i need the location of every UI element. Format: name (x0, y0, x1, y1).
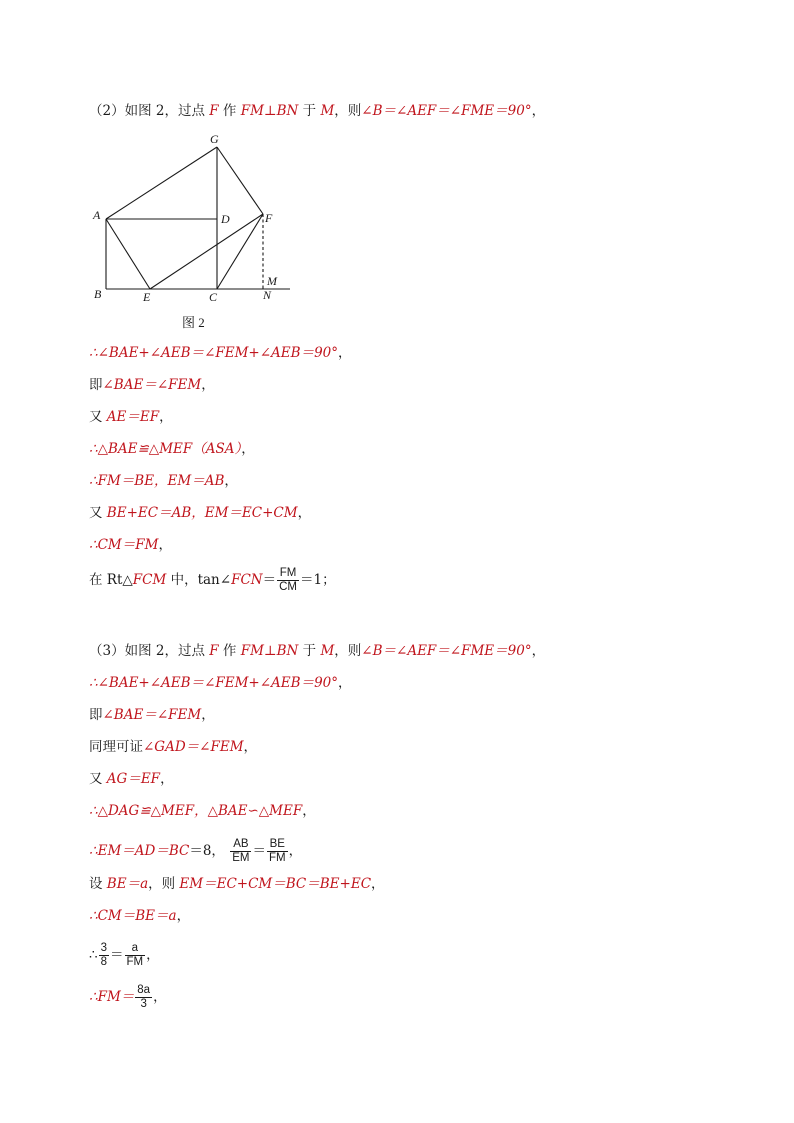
heading-text: 于 (298, 103, 321, 119)
text: ＝ (262, 572, 277, 588)
math-text: FCN (231, 572, 263, 588)
part3-heading (89, 641, 545, 661)
text: 同理可证 (89, 739, 143, 755)
text: 设 (89, 876, 107, 892)
heading-text: ， (531, 103, 546, 119)
text: 在 Rt△ (89, 572, 133, 588)
math-text: AE＝EF (106, 409, 160, 425)
p3-line-10 (89, 984, 167, 1011)
math-text: BE+EC＝AB，EM＝EC+CM (106, 505, 298, 521)
label-n: N (263, 288, 272, 302)
math-text: ∴△DAG≌△MEF，△BAE∽△MEF (89, 803, 303, 819)
fraction (125, 942, 146, 969)
text: 又 (89, 771, 107, 787)
heading-point-f: F (209, 103, 219, 119)
part2-heading (89, 101, 545, 121)
segment-ag (106, 147, 217, 219)
punct: ， (159, 409, 173, 425)
fraction (277, 567, 299, 594)
math-text: ∴∠BAE+∠AEB＝∠FEM+∠AEB＝90° (89, 345, 339, 361)
numerator: AB (230, 838, 251, 852)
geometry-figure (88, 128, 298, 308)
figure-caption: 图 2 (182, 315, 205, 330)
p3-line-6 (89, 838, 302, 865)
numerator: BE (267, 838, 288, 852)
text: ＝ (252, 843, 266, 859)
punct: ， (176, 908, 191, 924)
denominator: EM (232, 852, 250, 864)
heading-angles: ∠B＝∠AEF＝∠FME＝90° (361, 643, 532, 659)
label-f: F (265, 211, 273, 225)
p3-line-5 (89, 801, 316, 821)
text: ， (153, 989, 167, 1005)
segment-ef (150, 214, 263, 289)
p3-line-1 (89, 673, 352, 693)
math-text: ∴CM＝FM (89, 537, 159, 553)
heading-perp: FM⊥BN (240, 643, 299, 659)
p3-line-9 (89, 942, 160, 969)
denominator: FM (268, 852, 286, 864)
punct: ， (241, 441, 255, 457)
numerator: a (125, 942, 146, 956)
text: 又 (89, 505, 107, 521)
punct: ， (201, 377, 215, 393)
p2-line-2 (89, 375, 215, 395)
p3-line-2 (89, 705, 215, 725)
text: 即 (89, 707, 103, 723)
heading-text: 作 (218, 643, 241, 659)
math-text: ∴∠BAE+∠AEB＝∠FEM+∠AEB＝90° (89, 675, 339, 691)
punct: ， (160, 771, 174, 787)
text: ＝ (110, 947, 124, 963)
heading-text: ，则 (334, 643, 362, 659)
punct: ， (338, 675, 352, 691)
math-text: ∠GAD＝∠FEM (143, 739, 244, 755)
label-a: A (93, 208, 101, 222)
heading-point-f: F (209, 643, 219, 659)
p2-line-6 (89, 503, 311, 523)
math-text: AG＝EF (106, 771, 161, 787)
text: 又 (89, 409, 107, 425)
math-text: BE＝a (106, 876, 149, 892)
punct: ， (224, 473, 238, 489)
heading-text: （3）如图 2，过点 (89, 643, 210, 659)
text: 中，tan∠ (166, 572, 232, 588)
heading-text: ，则 (334, 103, 362, 119)
heading-text: 作 (218, 103, 241, 119)
segment-ae (106, 219, 150, 289)
fraction (267, 838, 288, 865)
math-text: ∴CM＝BE＝a (89, 908, 177, 924)
heading-perp: FM⊥BN (240, 103, 299, 119)
label-e: E (143, 290, 151, 304)
text: ， (146, 947, 160, 963)
math-text: ∠BAE＝∠FEM (102, 377, 202, 393)
p3-line-3 (89, 737, 257, 757)
text: ， (288, 843, 303, 859)
punct: ， (338, 345, 352, 361)
fraction (230, 838, 251, 865)
label-m: M (267, 274, 277, 288)
p2-line-4 (89, 439, 255, 459)
punct: ， (371, 876, 385, 892)
p3-line-8 (89, 906, 190, 926)
punct: ， (158, 537, 172, 553)
p2-line-5 (89, 471, 238, 491)
heading-angles: ∠B＝∠AEF＝∠FME＝90° (361, 103, 532, 119)
heading-text: ， (531, 643, 546, 659)
label-b: B (94, 287, 102, 301)
math-text: ∴FM＝BE，EM＝AB (89, 473, 225, 489)
numerator: 8a (137, 984, 151, 996)
fraction (99, 942, 109, 969)
text: ＝8， (189, 843, 225, 859)
p3-line-7 (89, 874, 385, 894)
segment-gf (217, 147, 263, 214)
punct: ， (243, 739, 258, 755)
fraction (135, 984, 152, 1011)
heading-text: （2）如图 2，过点 (89, 103, 210, 119)
denominator: 8 (100, 956, 107, 968)
figure-lines (106, 147, 290, 289)
p2-line-8 (89, 567, 336, 594)
math-text: FCM (132, 572, 167, 588)
heading-point-m: M (320, 643, 335, 659)
punct: ， (302, 803, 316, 819)
label-c: C (209, 290, 218, 304)
punct: ， (297, 505, 312, 521)
punct: ， (201, 707, 215, 723)
denominator: CM (279, 581, 297, 593)
heading-point-m: M (320, 103, 335, 119)
denominator: FM (126, 956, 144, 968)
p2-line-7 (89, 535, 172, 555)
numerator: FM (277, 567, 299, 581)
math-text: ∠BAE＝∠FEM (102, 707, 202, 723)
heading-text: 于 (298, 643, 321, 659)
text: 即 (89, 377, 103, 393)
math-text: ∴FM＝ (89, 989, 135, 1005)
text: ，则 (148, 876, 180, 892)
denominator: 3 (140, 998, 147, 1010)
math-text: ∴△BAE≌△MEF（ASA） (89, 441, 242, 457)
numerator: 3 (100, 942, 107, 954)
p2-line-1 (89, 343, 352, 363)
text: ∴ (89, 947, 98, 963)
label-d: D (221, 212, 230, 226)
math-text: EM＝EC+CM＝BC＝BE+EC (179, 876, 372, 892)
math-text: ∴EM＝AD＝BC (89, 843, 190, 859)
p2-line-3 (89, 407, 173, 427)
text: ＝1； (299, 572, 336, 588)
p3-line-4 (89, 769, 174, 789)
label-g: G (210, 132, 219, 146)
